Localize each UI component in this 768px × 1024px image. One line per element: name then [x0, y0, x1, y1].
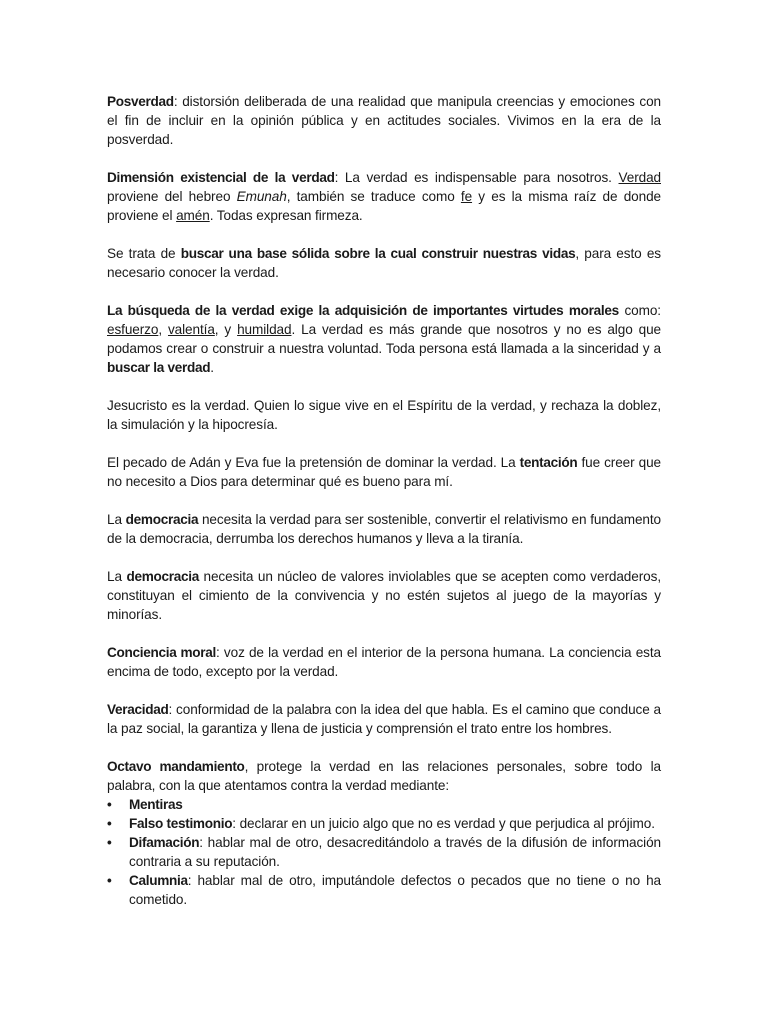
underlined-word: humildad	[237, 322, 292, 337]
paragraph-text: , para esto es necesario conocer la verdad.	[107, 246, 661, 280]
underlined-word: esfuerzo	[107, 322, 159, 337]
list-item	[107, 795, 661, 814]
definition-text: : conformidad de la palabra con la idea del que habla. Es el camino que conduce a la paz social, la garantiza y llena de justicia y comprensión el trato entre los hombres.	[107, 702, 661, 736]
list-item-term: Difamación	[129, 835, 200, 850]
paragraph-text: necesita la verdad para ser sostenible, convertir el relativismo en fundamento de la democracia, derrumba los derechos humanos y lleva a la tiranía.	[107, 512, 661, 546]
term-posverdad: Posverdad	[107, 94, 174, 109]
paragraph-dimension-existencial	[107, 168, 661, 225]
list-item-term: Falso testimonio	[129, 816, 233, 831]
bullet-list	[107, 795, 661, 909]
paragraph-text: La	[107, 569, 127, 584]
definition-text: , protege la verdad en las relaciones personales, sobre todo la palabra, con la que atentamos contra la verdad mediante:	[107, 759, 661, 793]
paragraph-conciencia-moral	[107, 643, 661, 681]
italic-word: Emunah	[236, 189, 287, 204]
bullet-icon: •	[107, 835, 112, 850]
paragraph-text: . Todas expresan firmeza.	[209, 208, 363, 223]
paragraph-text: . La verdad es más grande que nosotros y no es algo que podamos crear o construir a nuestra voluntad. Toda persona está llamada a la sinceridad y a	[107, 322, 661, 356]
bold-phrase: buscar una base sólida sobre la cual construir nuestras vidas	[180, 246, 576, 261]
paragraph-text: Se trata de	[107, 246, 181, 261]
paragraph-text: necesita un núcleo de valores inviolables que se acepten como verdaderos, constituyan el cimiento de la convivencia y no estén sujetos al juego de la mayorías y minorías.	[107, 569, 661, 622]
underlined-word: fe	[460, 189, 473, 204]
document-page	[107, 92, 661, 909]
bold-phrase: buscar la verdad	[107, 360, 211, 375]
term-veracidad: Veracidad	[107, 702, 169, 717]
term-octavo-mandamiento: Octavo mandamiento	[107, 759, 245, 774]
paragraph-text: ,	[158, 322, 168, 337]
paragraph-text: .	[210, 360, 214, 375]
bold-phrase: democracia	[125, 512, 199, 527]
paragraph-text: y es la misma raíz de donde proviene el	[107, 189, 661, 223]
paragraph-text: El pecado de Adán y Eva fue la pretensión de dominar la verdad. La	[107, 455, 520, 470]
paragraph-text: proviene del hebreo	[107, 189, 237, 204]
list-item-text: : declarar en un juicio algo que no es verdad y que perjudica al prójimo.	[232, 816, 655, 831]
paragraph-posverdad	[107, 92, 661, 149]
underlined-word: valentía	[167, 322, 215, 337]
bullet-icon: •	[107, 873, 112, 888]
underlined-word: amén	[176, 208, 210, 223]
paragraph-text: La	[107, 512, 126, 527]
paragraph-text: , también se traduce como	[286, 189, 461, 204]
bullet-icon: •	[107, 816, 112, 831]
paragraph-democracia-2	[107, 567, 661, 624]
paragraph-busqueda-verdad	[107, 301, 661, 377]
list-item-text: : hablar mal de otro, desacreditándolo a través de la difusión de información contraria a su reputación.	[129, 835, 661, 869]
definition-text: : voz de la verdad en el interior de la persona humana. La conciencia esta encima de todo, excepto por la verdad.	[107, 645, 661, 679]
term-conciencia-moral: Conciencia moral	[107, 645, 217, 660]
paragraph-octavo-mandamiento	[107, 757, 661, 795]
bullet-icon: •	[107, 797, 112, 812]
term-dimension-existencial: Dimensión existencial de la verdad	[107, 170, 335, 185]
paragraph-democracia-1	[107, 510, 661, 548]
paragraph-pecado	[107, 453, 661, 491]
bold-phrase: La búsqueda de la verdad exige la adquisición de importantes virtudes morales	[107, 303, 619, 318]
paragraph-text: : La verdad es indispensable para nosotros.	[334, 170, 619, 185]
list-item-text: : hablar mal de otro, imputándole defectos o pecados que no tiene o no ha cometido.	[129, 873, 661, 907]
paragraph-text: , y	[214, 322, 238, 337]
underlined-word: Verdad	[618, 170, 661, 185]
paragraph-text: fue creer que no necesito a Dios para determinar qué es bueno para mí.	[107, 455, 661, 489]
list-item	[107, 814, 661, 833]
paragraph-base-solida	[107, 244, 661, 282]
list-item	[107, 871, 661, 909]
bold-phrase: democracia	[126, 569, 199, 584]
definition-text: : distorsión deliberada de una realidad que manipula creencias y emociones con el fin de incluir en la opinión pública y en actitudes sociales. Vivimos en la era de la posverdad.	[107, 94, 661, 147]
paragraph-jesucristo: Jesucristo es la verdad. Quien lo sigue vive en el Espíritu de la verdad, y rechaza la doblez, la simulación y la hipocresía.	[107, 398, 661, 432]
paragraph-text: como:	[618, 303, 661, 318]
list-item-term: Mentiras	[129, 797, 183, 812]
paragraph-veracidad	[107, 700, 661, 738]
bold-phrase: tentación	[519, 455, 578, 470]
list-item	[107, 833, 661, 871]
list-item-term: Calumnia	[129, 873, 188, 888]
